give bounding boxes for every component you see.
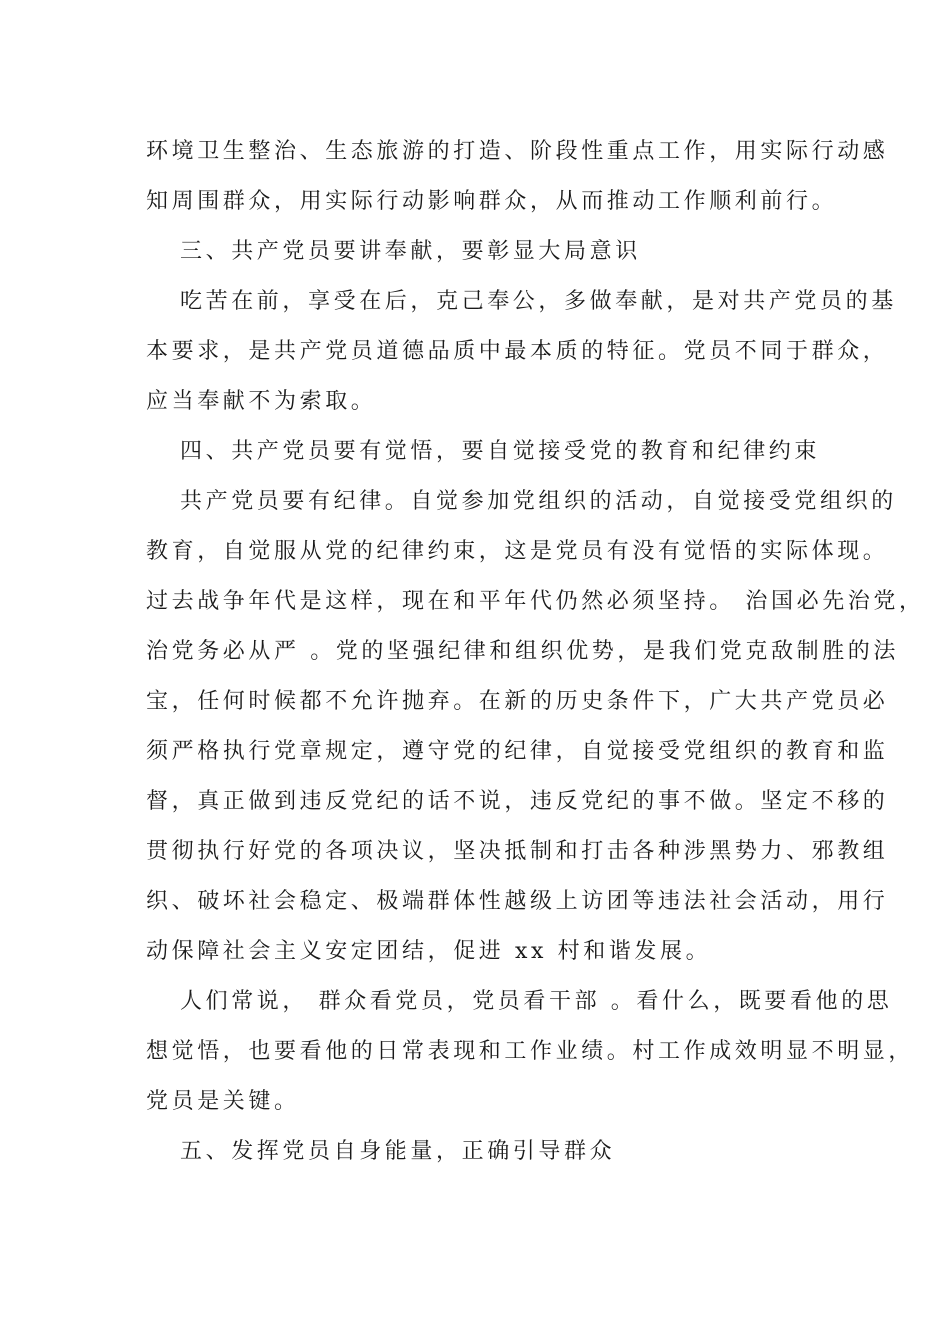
body-text-line: 动保障社会主义安定团结，促进 xx 村和谐发展。	[146, 939, 712, 964]
body-text-line: 织、破坏社会稳定、极端群体性越级上访团等违法社会活动，用行	[146, 889, 889, 914]
body-text-line: 过去战争年代是这样，现在和平年代仍然必须坚持。 治国必先治党，	[146, 589, 925, 614]
body-text-line: 督，真正做到违反党纪的话不说，违反党纪的事不做。坚定不移的	[146, 789, 889, 814]
paragraph-first-line: 吃苦在前，享受在后，克己奉公，多做奉献，是对共产党员的基	[180, 289, 897, 314]
body-text-line: 治党务必从严 。党的坚强纪律和组织优势，是我们党克敌制胜的法	[146, 639, 899, 664]
paragraph-first-line: 共产党员要有纪律。自觉参加党组织的活动，自觉接受党组织的	[180, 489, 897, 514]
body-text-line: 想觉悟，也要看他的日常表现和工作业绩。村工作成效明显不明显，	[146, 1039, 915, 1064]
body-text-line: 本要求，是共产党员道德品质中最本质的特征。党员不同于群众，	[146, 339, 889, 364]
body-text-line: 宝，任何时候都不允许抛弃。在新的历史条件下，广大共产党员必	[146, 689, 889, 714]
section-heading: 三、共产党员要讲奉献，要彰显大局意识	[180, 239, 641, 264]
section-heading: 五、发挥党员自身能量，正确引导群众	[180, 1139, 616, 1164]
body-text-line: 教育，自觉服从党的纪律约束，这是党员有没有觉悟的实际体现。	[146, 539, 889, 564]
body-text-line: 知周围群众，用实际行动影响群众，从而推动工作顺利前行。	[146, 189, 838, 214]
body-text-line: 环境卫生整治、生态旅游的打造、阶段性重点工作，用实际行动感	[146, 139, 889, 164]
body-text-line: 党员是关键。	[146, 1089, 300, 1114]
body-text-line: 应当奉献不为索取。	[146, 389, 377, 414]
section-heading: 四、共产党员要有觉悟，要自觉接受党的教育和纪律约束	[180, 439, 821, 464]
paragraph-first-line: 人们常说， 群众看党员，党员看干部 。看什么，既要看他的思	[180, 989, 893, 1014]
body-text-line: 须严格执行党章规定，遵守党的纪律，自觉接受党组织的教育和监	[146, 739, 889, 764]
body-text-line: 贯彻执行好党的各项决议，坚决抵制和打击各种涉黑势力、邪教组	[146, 839, 889, 864]
